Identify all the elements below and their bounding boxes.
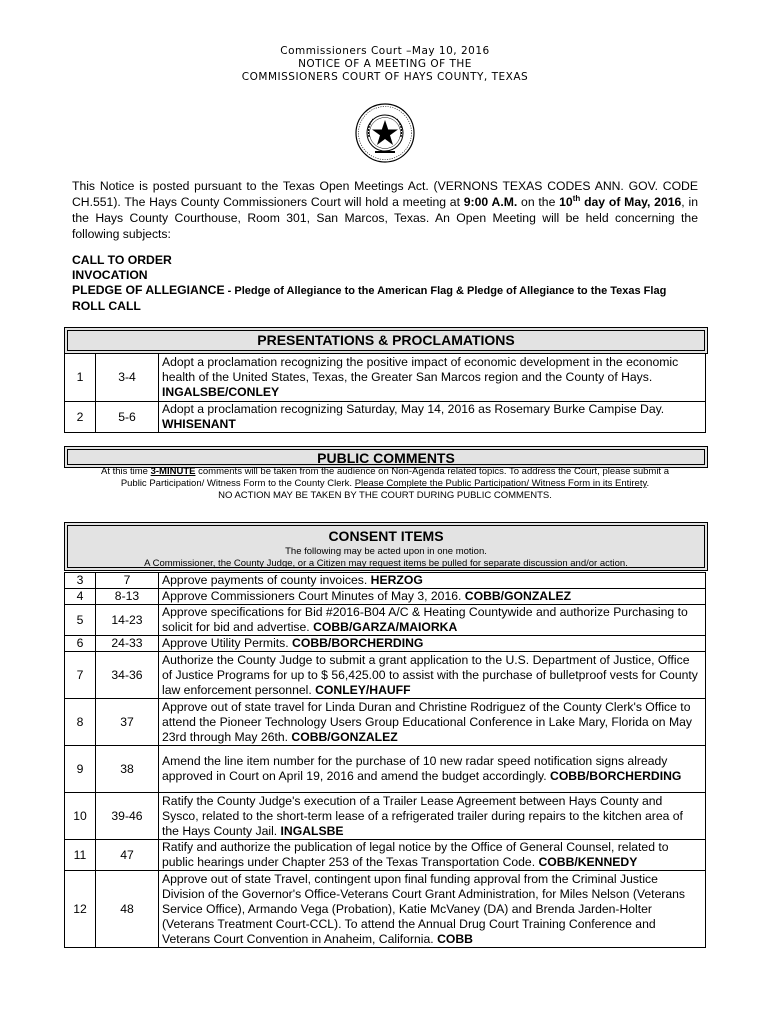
item-pages: 7 xyxy=(96,573,159,589)
invocation: INVOCATION xyxy=(72,268,148,282)
presentations-header xyxy=(64,327,708,354)
table-row xyxy=(65,699,706,746)
item-text: Approve specifications for Bid #2016-B04 A/C & Heating Countywide and authorize Purchasing to solicit for bid and advertise. xyxy=(162,605,688,634)
pledge-label: PLEDGE OF ALLEGIANCE xyxy=(72,283,225,297)
item-description xyxy=(159,652,706,699)
item-sponsor: COBB/BORCHERDING xyxy=(292,636,424,650)
item-sponsor: COBB/GARZA/MAIORKA xyxy=(313,620,458,634)
item-description xyxy=(159,840,706,871)
header-line-1: Commissioners Court –May 10, 2016 xyxy=(280,45,490,57)
item-number: 10 xyxy=(65,793,96,840)
item-number: 11 xyxy=(65,840,96,871)
consent-table xyxy=(64,572,706,948)
item-number: 7 xyxy=(65,652,96,699)
item-sponsor: COBB/GONZALEZ xyxy=(464,589,572,603)
item-text: Approve Commissioners Court Minutes of May 3, 2016. xyxy=(162,589,465,603)
pc-text: . xyxy=(646,478,650,489)
item-description xyxy=(159,636,706,652)
item-description xyxy=(159,699,706,746)
item-text: Amend the line item number for the purchase of 10 new radar speed notification signs already approved in Court on April 19, 2016 and amend the budget accordingly. xyxy=(162,754,668,783)
pc-text: comments will be taken from the audience on Non-Agenda related topics. To address the Court, please submit a xyxy=(195,466,669,477)
pc-no-action: NO ACTION MAY BE TAKEN BY THE COURT DURING PUBLIC COMMENTS. xyxy=(218,490,552,501)
header-line-3: COMMISSIONERS COURT OF HAYS COUNTY, TEXAS xyxy=(241,71,529,83)
table-row xyxy=(65,840,706,871)
meeting-time: 9:00 A.M. xyxy=(463,195,518,209)
item-text: Adopt a proclamation recognizing the positive impact of economic development in the economic health of the United States, Texas, the Greater San Marcos region and the County of Hays. xyxy=(162,355,679,384)
table-row xyxy=(65,871,706,948)
item-text: Authorize the County Judge to submit a grant application to the U.S. Department of Justice, Office of Justice Programs for up to $ 56,425.00 to assist with the purchase of bulletproof vests for County law enforcement personnel. xyxy=(162,652,698,697)
pc-form-instruction: Please Complete the Public Participation/ Witness Form in its Entirety xyxy=(354,478,647,489)
item-text: Ratify the County Judge's execution of a Trailer Lease Agreement between Hays County and Sysco, related to the short-term lease of a refrigerated trailer during repairs to the kitchen area of the Hays County Jail. xyxy=(162,793,683,838)
item-pages: 38 xyxy=(96,746,159,793)
intro-text-2: on the xyxy=(517,195,560,209)
item-description xyxy=(159,354,706,402)
item-sponsor: CONLEY/HAUFF xyxy=(315,682,411,697)
meeting-day: 10 xyxy=(559,195,573,209)
public-comments-title: PUBLIC COMMENTS xyxy=(317,450,455,466)
hays-county-seal-icon xyxy=(355,103,415,163)
item-pages: 3-4 xyxy=(96,354,159,402)
item-description xyxy=(159,589,706,605)
consent-subtitle-1: The following may be acted upon in one motion. xyxy=(285,546,487,557)
table-row xyxy=(65,605,706,636)
item-description xyxy=(159,793,706,840)
pc-text: At this time xyxy=(100,466,151,477)
item-number: 6 xyxy=(65,636,96,652)
item-number: 9 xyxy=(65,746,96,793)
item-number: 2 xyxy=(65,402,96,433)
table-row xyxy=(65,573,706,589)
notice-intro xyxy=(72,178,698,242)
presentations-title: PRESENTATIONS & PROCLAMATIONS xyxy=(257,332,515,348)
table-row xyxy=(65,636,706,652)
presentations-table xyxy=(64,353,706,433)
consent-title: CONSENT ITEMS xyxy=(328,528,444,544)
consent-sub-text: may request items be pulled for separate discussion and/or action. xyxy=(345,558,628,569)
item-text: Approve payments of county invoices. xyxy=(162,573,371,587)
table-row xyxy=(65,652,706,699)
item-sponsor: HERZOG xyxy=(370,573,423,587)
meeting-day-word: day of May, 2016 xyxy=(580,195,682,209)
item-description xyxy=(159,605,706,636)
item-pages: 24-33 xyxy=(96,636,159,652)
item-sponsor: INGALSBE xyxy=(280,823,344,838)
public-comments-header xyxy=(64,446,708,468)
table-row xyxy=(65,589,706,605)
pc-text: Public Participation/ Witness Form to the County Clerk. xyxy=(120,478,355,489)
item-text: Approve Utility Permits. xyxy=(162,636,293,650)
table-row xyxy=(65,402,706,433)
item-pages: 48 xyxy=(96,871,159,948)
public-comments-body xyxy=(64,466,706,502)
item-sponsor: WHISENANT xyxy=(162,417,236,431)
call-to-order: CALL TO ORDER xyxy=(72,253,172,267)
item-pages: 47 xyxy=(96,840,159,871)
consent-who: Commissioner, the County Judge, or a Citizen xyxy=(152,558,346,569)
roll-call: ROLL CALL xyxy=(72,299,141,313)
item-text: Adopt a proclamation recognizing Saturday, May 14, 2016 as Rosemary Burke Campise Day. xyxy=(162,402,665,416)
item-text: Approve out of state travel for Linda Duran and Christine Rodriguez of the County Clerk's Office to attend the Pioneer Technology Users Group Educational Conference in Lake Mary, Florida on May 23rd through May 26th. xyxy=(162,699,692,744)
item-sponsor: COBB xyxy=(437,931,473,946)
table-row xyxy=(65,746,706,793)
pc-three-minute: 3-MINUTE xyxy=(150,466,196,477)
item-description xyxy=(159,871,706,948)
item-sponsor: INGALSBE/CONLEY xyxy=(162,385,280,399)
item-description xyxy=(159,746,706,793)
item-description xyxy=(159,573,706,589)
consent-header xyxy=(64,522,708,571)
item-number: 1 xyxy=(65,354,96,402)
pledge-detail: - Pledge of Allegiance to the American Flag & Pledge of Allegiance to the Texas Flag xyxy=(224,285,667,297)
item-description xyxy=(159,402,706,433)
item-sponsor: COBB/GONZALEZ xyxy=(291,729,398,744)
pledge-of-allegiance xyxy=(72,283,712,299)
item-pages: 34-36 xyxy=(96,652,159,699)
item-pages: 5-6 xyxy=(96,402,159,433)
intro-text-1: This Notice is posted pursuant to the Texas Open Meetings Act. (VERNONS TEXAS CODES ANN. GOV. CODE CH.551). The Hays County Commissioners Court will hold a meeting at xyxy=(72,179,698,209)
opening-agenda xyxy=(72,253,712,314)
item-pages: 8-13 xyxy=(96,589,159,605)
item-sponsor: COBB/KENNEDY xyxy=(538,855,638,869)
item-sponsor: COBB/BORCHERDING xyxy=(550,769,682,783)
item-number: 12 xyxy=(65,871,96,948)
item-number: 8 xyxy=(65,699,96,746)
meeting-day-suffix: th xyxy=(572,193,581,203)
table-row xyxy=(65,354,706,402)
item-number: 4 xyxy=(65,589,96,605)
item-number: 5 xyxy=(65,605,96,636)
header-line-2: NOTICE OF A MEETING OF THE xyxy=(298,58,472,70)
consent-sub-text: A xyxy=(144,558,153,569)
item-pages: 39-46 xyxy=(96,793,159,840)
table-row xyxy=(65,793,706,840)
item-text: Ratify and authorize the publication of legal notice by the Office of General Counsel, related to public hearings under Chapter 253 of the Texas Transportation Code. xyxy=(162,840,669,869)
item-text: Approve out of state Travel, contingent upon final funding approval from the Criminal Justice Division of the Governor's Office-Veterans Court Grant Administration, for Miles Nelson (Veterans Service Office), Armando Vega (Probation), Katie McVaney (DA) and Brenda Jarden-Holter (Veterans Treatment Court-CCL). To attend the Annual Drug Court Training Conference and Veterans Court Convention in Anaheim, California. xyxy=(162,871,686,946)
consent-subtitle-2 xyxy=(65,558,707,570)
document-header xyxy=(0,45,770,84)
item-pages: 37 xyxy=(96,699,159,746)
intro-text-3: , in the Hays County Courthouse, Room 301, San Marcos, Texas. An Open Meeting will be held concerning the following subjects: xyxy=(72,195,698,241)
item-number: 3 xyxy=(65,573,96,589)
item-pages: 14-23 xyxy=(96,605,159,636)
